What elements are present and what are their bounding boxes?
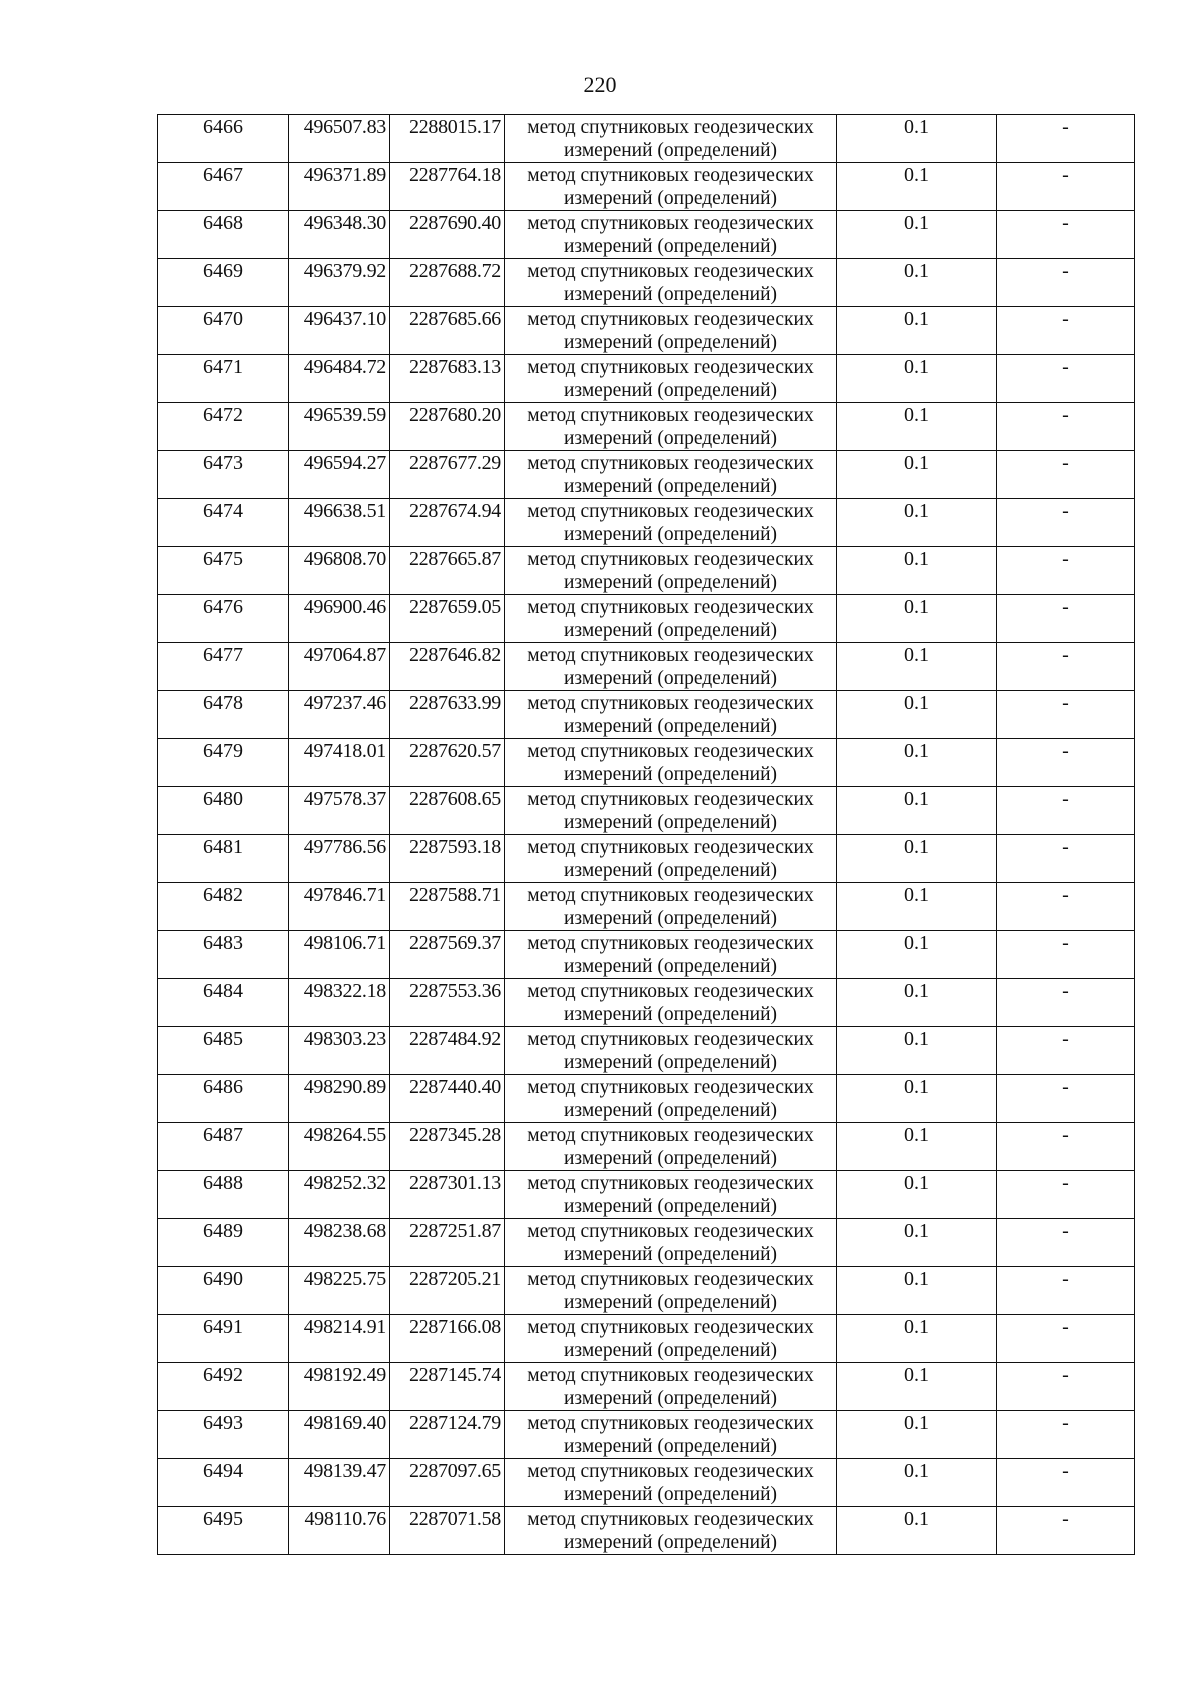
table-row [158, 259, 1135, 307]
precision-value: 0.1 [837, 403, 997, 451]
coordinate-y: 2287674.94 [390, 499, 505, 547]
coordinate-x: 496539.59 [289, 403, 390, 451]
note-value: - [997, 1507, 1135, 1555]
method-line-2: измерений (определений) [563, 1052, 778, 1073]
point-number: 6483 [158, 931, 289, 979]
method-line-2: измерений (определений) [563, 1004, 778, 1025]
determination-method [505, 1411, 837, 1459]
method-line-2: измерений (определений) [563, 476, 778, 497]
method-line-2: измерений (определений) [563, 236, 778, 257]
precision-value: 0.1 [837, 115, 997, 163]
method-line-1: метод спутниковых геодезических [527, 1413, 814, 1434]
coordinate-y: 2287633.99 [390, 691, 505, 739]
method-line-1: метод спутниковых геодезических [527, 501, 814, 522]
table-row [158, 1123, 1135, 1171]
determination-method [505, 1123, 837, 1171]
note-value: - [997, 403, 1135, 451]
method-line-1: метод спутниковых геодезических [527, 117, 814, 138]
method-line-1: метод спутниковых геодезических [527, 1173, 814, 1194]
point-number: 6475 [158, 547, 289, 595]
method-line-1: метод спутниковых геодезических [527, 1077, 814, 1098]
point-number: 6476 [158, 595, 289, 643]
coordinate-x: 498106.71 [289, 931, 390, 979]
point-number: 6470 [158, 307, 289, 355]
method-line-1: метод спутниковых геодезических [527, 405, 814, 426]
point-number: 6484 [158, 979, 289, 1027]
determination-method [505, 979, 837, 1027]
coordinate-y: 2287683.13 [390, 355, 505, 403]
precision-value: 0.1 [837, 1075, 997, 1123]
method-line-2: измерений (определений) [563, 1388, 778, 1409]
note-value: - [997, 595, 1135, 643]
coordinate-x: 497064.87 [289, 643, 390, 691]
table-body [158, 115, 1135, 1555]
coordinate-x: 497237.46 [289, 691, 390, 739]
precision-value: 0.1 [837, 1123, 997, 1171]
precision-value: 0.1 [837, 1171, 997, 1219]
note-value: - [997, 739, 1135, 787]
point-number: 6477 [158, 643, 289, 691]
method-line-2: измерений (определений) [563, 860, 778, 881]
coordinate-x: 497786.56 [289, 835, 390, 883]
determination-method [505, 1459, 837, 1507]
point-number: 6486 [158, 1075, 289, 1123]
method-line-2: измерений (определений) [563, 1436, 778, 1457]
point-number: 6467 [158, 163, 289, 211]
point-number: 6471 [158, 355, 289, 403]
method-line-2: измерений (определений) [563, 140, 778, 161]
determination-method [505, 1267, 837, 1315]
precision-value: 0.1 [837, 1363, 997, 1411]
method-line-1: метод спутниковых геодезических [527, 1269, 814, 1290]
precision-value: 0.1 [837, 739, 997, 787]
determination-method [505, 163, 837, 211]
coordinate-x: 496507.83 [289, 115, 390, 163]
method-line-2: измерений (определений) [563, 1244, 778, 1265]
coordinate-x: 496379.92 [289, 259, 390, 307]
coordinate-x: 498110.76 [289, 1507, 390, 1555]
determination-method [505, 547, 837, 595]
note-value: - [997, 1027, 1135, 1075]
coordinate-y: 2287251.87 [390, 1219, 505, 1267]
method-line-1: метод спутниковых геодезических [527, 1317, 814, 1338]
note-value: - [997, 115, 1135, 163]
coordinate-x: 496348.30 [289, 211, 390, 259]
precision-value: 0.1 [837, 163, 997, 211]
note-value: - [997, 1315, 1135, 1363]
note-value: - [997, 1123, 1135, 1171]
method-line-2: измерений (определений) [563, 764, 778, 785]
determination-method [505, 211, 837, 259]
note-value: - [997, 499, 1135, 547]
method-line-2: измерений (определений) [563, 1196, 778, 1217]
method-line-1: метод спутниковых геодезических [527, 1365, 814, 1386]
precision-value: 0.1 [837, 307, 997, 355]
note-value: - [997, 1267, 1135, 1315]
method-line-2: измерений (определений) [563, 572, 778, 593]
method-line-1: метод спутниковых геодезических [527, 261, 814, 282]
note-value: - [997, 643, 1135, 691]
method-line-1: метод спутниковых геодезических [527, 597, 814, 618]
coordinate-y: 2287690.40 [390, 211, 505, 259]
coordinate-y: 2287097.65 [390, 1459, 505, 1507]
note-value: - [997, 451, 1135, 499]
table-row [158, 643, 1135, 691]
precision-value: 0.1 [837, 931, 997, 979]
coordinate-x: 498214.91 [289, 1315, 390, 1363]
coordinate-x: 496900.46 [289, 595, 390, 643]
point-number: 6469 [158, 259, 289, 307]
point-number: 6489 [158, 1219, 289, 1267]
coordinate-x: 496484.72 [289, 355, 390, 403]
table-row [158, 403, 1135, 451]
precision-value: 0.1 [837, 979, 997, 1027]
determination-method [505, 739, 837, 787]
precision-value: 0.1 [837, 1411, 997, 1459]
determination-method [505, 1075, 837, 1123]
method-line-1: метод спутниковых геодезических [527, 645, 814, 666]
coordinate-x: 498264.55 [289, 1123, 390, 1171]
note-value: - [997, 979, 1135, 1027]
method-line-1: метод спутниковых геодезических [527, 453, 814, 474]
coordinate-y: 2287593.18 [390, 835, 505, 883]
coordinate-y: 2287677.29 [390, 451, 505, 499]
coordinate-x: 498169.40 [289, 1411, 390, 1459]
point-number: 6480 [158, 787, 289, 835]
note-value: - [997, 931, 1135, 979]
method-line-1: метод спутниковых геодезических [527, 1029, 814, 1050]
page-number: 220 [583, 72, 617, 97]
note-value: - [997, 211, 1135, 259]
precision-value: 0.1 [837, 1027, 997, 1075]
table-row [158, 115, 1135, 163]
table-row [158, 355, 1135, 403]
table-row [158, 1411, 1135, 1459]
table-row [158, 307, 1135, 355]
coordinate-x: 496437.10 [289, 307, 390, 355]
method-line-2: измерений (определений) [563, 1484, 778, 1505]
table-row [158, 1507, 1135, 1555]
coordinate-x: 498225.75 [289, 1267, 390, 1315]
note-value: - [997, 355, 1135, 403]
coordinate-y: 2287569.37 [390, 931, 505, 979]
method-line-2: измерений (определений) [563, 428, 778, 449]
coordinate-x: 497418.01 [289, 739, 390, 787]
point-number: 6488 [158, 1171, 289, 1219]
coordinate-y: 2287440.40 [390, 1075, 505, 1123]
method-line-2: измерений (определений) [563, 1340, 778, 1361]
coordinate-y: 2287685.66 [390, 307, 505, 355]
coordinate-x: 498139.47 [289, 1459, 390, 1507]
note-value: - [997, 835, 1135, 883]
coordinates-table [157, 114, 1135, 1555]
coordinate-y: 2287688.72 [390, 259, 505, 307]
table-row [158, 1075, 1135, 1123]
determination-method [505, 451, 837, 499]
method-line-1: метод спутниковых геодезических [527, 789, 814, 810]
precision-value: 0.1 [837, 643, 997, 691]
coordinate-x: 497578.37 [289, 787, 390, 835]
method-line-2: измерений (определений) [563, 1532, 778, 1553]
method-line-2: измерений (определений) [563, 956, 778, 977]
determination-method [505, 787, 837, 835]
coordinate-y: 2287620.57 [390, 739, 505, 787]
precision-value: 0.1 [837, 1219, 997, 1267]
determination-method [505, 1363, 837, 1411]
determination-method [505, 1507, 837, 1555]
determination-method [505, 115, 837, 163]
precision-value: 0.1 [837, 787, 997, 835]
method-line-1: метод спутниковых геодезических [527, 1125, 814, 1146]
point-number: 6478 [158, 691, 289, 739]
point-number: 6492 [158, 1363, 289, 1411]
determination-method [505, 1315, 837, 1363]
method-line-1: метод спутниковых геодезических [527, 1221, 814, 1242]
point-number: 6474 [158, 499, 289, 547]
method-line-2: измерений (определений) [563, 620, 778, 641]
table-row [158, 883, 1135, 931]
point-number: 6493 [158, 1411, 289, 1459]
point-number: 6473 [158, 451, 289, 499]
coordinate-y: 2287680.20 [390, 403, 505, 451]
method-line-2: измерений (определений) [563, 380, 778, 401]
coordinate-x: 498238.68 [289, 1219, 390, 1267]
point-number: 6485 [158, 1027, 289, 1075]
point-number: 6472 [158, 403, 289, 451]
determination-method [505, 835, 837, 883]
method-line-1: метод спутниковых геодезических [527, 309, 814, 330]
coordinate-y: 2287608.65 [390, 787, 505, 835]
coordinate-x: 498192.49 [289, 1363, 390, 1411]
point-number: 6479 [158, 739, 289, 787]
table-row [158, 451, 1135, 499]
point-number: 6481 [158, 835, 289, 883]
coordinate-x: 498303.23 [289, 1027, 390, 1075]
note-value: - [997, 307, 1135, 355]
table-row [158, 1171, 1135, 1219]
method-line-1: метод спутниковых геодезических [527, 981, 814, 1002]
determination-method [505, 883, 837, 931]
determination-method [505, 1219, 837, 1267]
note-value: - [997, 259, 1135, 307]
coordinate-y: 2287071.58 [390, 1507, 505, 1555]
precision-value: 0.1 [837, 1459, 997, 1507]
coordinate-x: 496371.89 [289, 163, 390, 211]
coordinate-y: 2287124.79 [390, 1411, 505, 1459]
table-row [158, 835, 1135, 883]
point-number: 6487 [158, 1123, 289, 1171]
table-row [158, 1219, 1135, 1267]
precision-value: 0.1 [837, 451, 997, 499]
coordinate-x: 498322.18 [289, 979, 390, 1027]
method-line-2: измерений (определений) [563, 1148, 778, 1169]
note-value: - [997, 691, 1135, 739]
table-row [158, 547, 1135, 595]
table-row [158, 931, 1135, 979]
table-row [158, 595, 1135, 643]
coordinate-x: 498290.89 [289, 1075, 390, 1123]
determination-method [505, 259, 837, 307]
method-line-2: измерений (определений) [563, 188, 778, 209]
precision-value: 0.1 [837, 691, 997, 739]
method-line-2: измерений (определений) [563, 284, 778, 305]
table-row [158, 1267, 1135, 1315]
method-line-2: измерений (определений) [563, 1100, 778, 1121]
method-line-2: измерений (определений) [563, 908, 778, 929]
coordinate-y: 2287646.82 [390, 643, 505, 691]
table-row [158, 1027, 1135, 1075]
table-row [158, 163, 1135, 211]
table-row [158, 739, 1135, 787]
point-number: 6468 [158, 211, 289, 259]
coordinate-y: 2287145.74 [390, 1363, 505, 1411]
coordinate-x: 498252.32 [289, 1171, 390, 1219]
determination-method [505, 931, 837, 979]
method-line-1: метод спутниковых геодезических [527, 885, 814, 906]
coordinate-y: 2287764.18 [390, 163, 505, 211]
determination-method [505, 595, 837, 643]
note-value: - [997, 163, 1135, 211]
method-line-1: метод спутниковых геодезических [527, 1461, 814, 1482]
method-line-1: метод спутниковых геодезических [527, 549, 814, 570]
coordinate-y: 2287301.13 [390, 1171, 505, 1219]
coordinate-y: 2287205.21 [390, 1267, 505, 1315]
method-line-1: метод спутниковых геодезических [527, 741, 814, 762]
coordinate-y: 2287659.05 [390, 595, 505, 643]
method-line-1: метод спутниковых геодезических [527, 213, 814, 234]
method-line-2: измерений (определений) [563, 668, 778, 689]
method-line-1: метод спутниковых геодезических [527, 837, 814, 858]
point-number: 6495 [158, 1507, 289, 1555]
table-row [158, 979, 1135, 1027]
point-number: 6490 [158, 1267, 289, 1315]
precision-value: 0.1 [837, 547, 997, 595]
precision-value: 0.1 [837, 259, 997, 307]
determination-method [505, 643, 837, 691]
precision-value: 0.1 [837, 499, 997, 547]
determination-method [505, 1171, 837, 1219]
coordinate-y: 2287665.87 [390, 547, 505, 595]
point-number: 6482 [158, 883, 289, 931]
coordinate-y: 2287345.28 [390, 1123, 505, 1171]
coordinate-y: 2287553.36 [390, 979, 505, 1027]
table-row [158, 1315, 1135, 1363]
note-value: - [997, 883, 1135, 931]
note-value: - [997, 787, 1135, 835]
point-number: 6491 [158, 1315, 289, 1363]
coordinate-y: 2287484.92 [390, 1027, 505, 1075]
note-value: - [997, 1219, 1135, 1267]
table-row [158, 1459, 1135, 1507]
precision-value: 0.1 [837, 211, 997, 259]
method-line-2: измерений (определений) [563, 716, 778, 737]
method-line-2: измерений (определений) [563, 332, 778, 353]
coordinate-x: 496808.70 [289, 547, 390, 595]
note-value: - [997, 1363, 1135, 1411]
coordinate-x: 496594.27 [289, 451, 390, 499]
determination-method [505, 499, 837, 547]
note-value: - [997, 1075, 1135, 1123]
precision-value: 0.1 [837, 883, 997, 931]
table-row [158, 787, 1135, 835]
coordinate-y: 2288015.17 [390, 115, 505, 163]
coordinate-y: 2287588.71 [390, 883, 505, 931]
note-value: - [997, 1171, 1135, 1219]
note-value: - [997, 547, 1135, 595]
precision-value: 0.1 [837, 1315, 997, 1363]
determination-method [505, 691, 837, 739]
determination-method [505, 355, 837, 403]
table-row [158, 211, 1135, 259]
determination-method [505, 403, 837, 451]
precision-value: 0.1 [837, 595, 997, 643]
precision-value: 0.1 [837, 1267, 997, 1315]
table-row [158, 499, 1135, 547]
method-line-1: метод спутниковых геодезических [527, 357, 814, 378]
determination-method [505, 307, 837, 355]
determination-method [505, 1027, 837, 1075]
coordinate-x: 496638.51 [289, 499, 390, 547]
table-row [158, 691, 1135, 739]
method-line-1: метод спутниковых геодезических [527, 1509, 814, 1530]
method-line-2: измерений (определений) [563, 524, 778, 545]
coordinate-x: 497846.71 [289, 883, 390, 931]
point-number: 6494 [158, 1459, 289, 1507]
precision-value: 0.1 [837, 355, 997, 403]
method-line-2: измерений (определений) [563, 812, 778, 833]
method-line-2: измерений (определений) [563, 1292, 778, 1313]
note-value: - [997, 1459, 1135, 1507]
precision-value: 0.1 [837, 1507, 997, 1555]
table-row [158, 1363, 1135, 1411]
method-line-1: метод спутниковых геодезических [527, 165, 814, 186]
method-line-1: метод спутниковых геодезических [527, 693, 814, 714]
note-value: - [997, 1411, 1135, 1459]
precision-value: 0.1 [837, 835, 997, 883]
point-number: 6466 [158, 115, 289, 163]
coordinate-y: 2287166.08 [390, 1315, 505, 1363]
method-line-1: метод спутниковых геодезических [527, 933, 814, 954]
